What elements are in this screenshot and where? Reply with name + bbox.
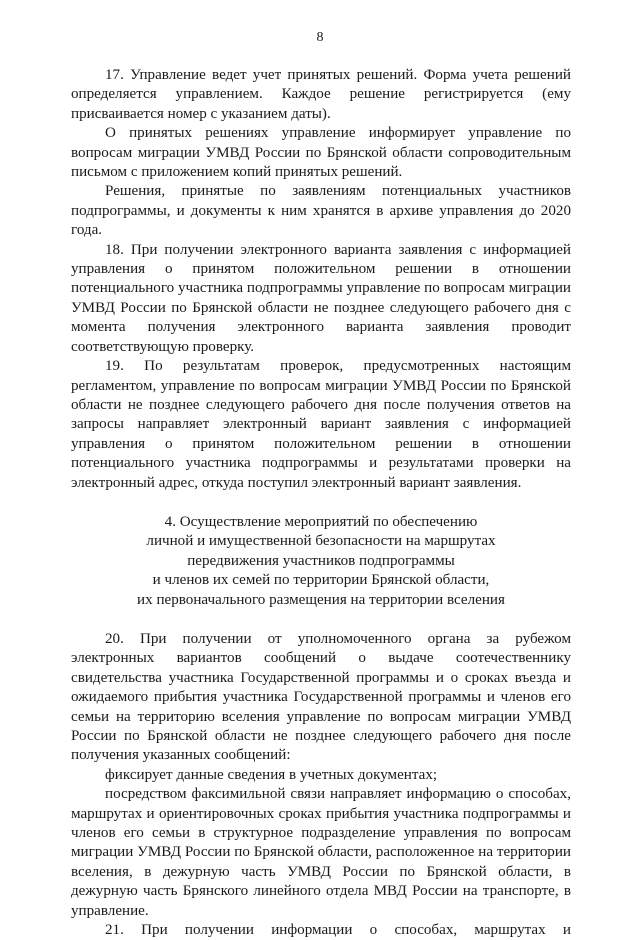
paragraph-21: 21. При получении информации о способах, маршрутах и — [105, 922, 571, 939]
paragraph-19: 19. По результатам проверок, предусмотренных настоящим регламентом, управление по вопросам миграции УМВД России по Брянской области не позднее следующего рабочего дня после получения ответов на запросы направляет электронный вариант заявления с информацией управления о принятом положительном решении в отношении потенциального участника подпрограммы и результатами проверки на электронный адрес, откуда поступил электронный вариант заявления. — [71, 358, 571, 491]
section-4-heading — [71, 513, 571, 610]
paragraph-20: 20. При получении от уполномоченного органа за рубежом электронных вариантов сообщений о выдаче соотечественнику свидетельства участника Государственной программы и о сроках въезда и ожидаемого прибытия участника Государственной программы и членов его семьи на территорию вселения управление по вопросам миграции УМВД России по Брянской области не позднее следующего рабочего дня после получения указанных сообщений: — [71, 630, 571, 764]
paragraph-17-notification: О принятых решениях управление информирует управление по вопросам миграции УМВД России по Брянской области сопроводительным письмом с приложением копий принятых решений. — [71, 125, 571, 181]
section-heading-line: 4. Осуществление мероприятий по обеспечению — [164, 513, 478, 530]
paragraph-20-record: фиксирует данные сведения в учетных документах; — [105, 766, 438, 783]
section-heading-line: их первоначального размещения на территории вселения — [137, 591, 505, 608]
section-heading-line: и членов их семей по территории Брянской области, — [152, 572, 490, 589]
paragraph-17: 17. Управление ведет учет принятых решений. Форма учета решений определяется управлением. Каждое решение регистрируется (ему присваивается номер с указанием даты). — [71, 67, 571, 122]
paragraph-18: 18. При получении электронного варианта заявления с информацией управления о принятом положительном решении в отношении потенциального участника подпрограммы управление по вопросам миграции УМВД России по Брянской области не позднее следующего рабочего дня с момента получения электронного варианта заявления проводит соответствующую проверку. — [71, 241, 571, 355]
paragraph-20-fax: посредством факсимильной связи направляет информацию о способах, маршрутах и ориентировочных сроках прибытия участника подпрограммы и членов его семьи в структурное подразделение управления по вопросам миграции УМВД России по Брянской области, расположенное на территории вселения, в дежурную часть УМВД России по Брянской области, в дежурную часть Брянского линейного отдела МВД России на транспорте, в управление. — [71, 786, 571, 919]
section-heading-line: передвижения участников подпрограммы — [187, 552, 455, 569]
page-number: 8 — [316, 30, 324, 45]
section-heading-line: личной и имущественной безопасности на маршрутах — [146, 533, 496, 550]
paragraph-17-archive: Решения, принятые по заявлениям потенциальных участников подпрограммы, и документы к ним хранятся в архиве управления до 2020 года. — [71, 183, 571, 239]
document-body — [71, 66, 571, 940]
